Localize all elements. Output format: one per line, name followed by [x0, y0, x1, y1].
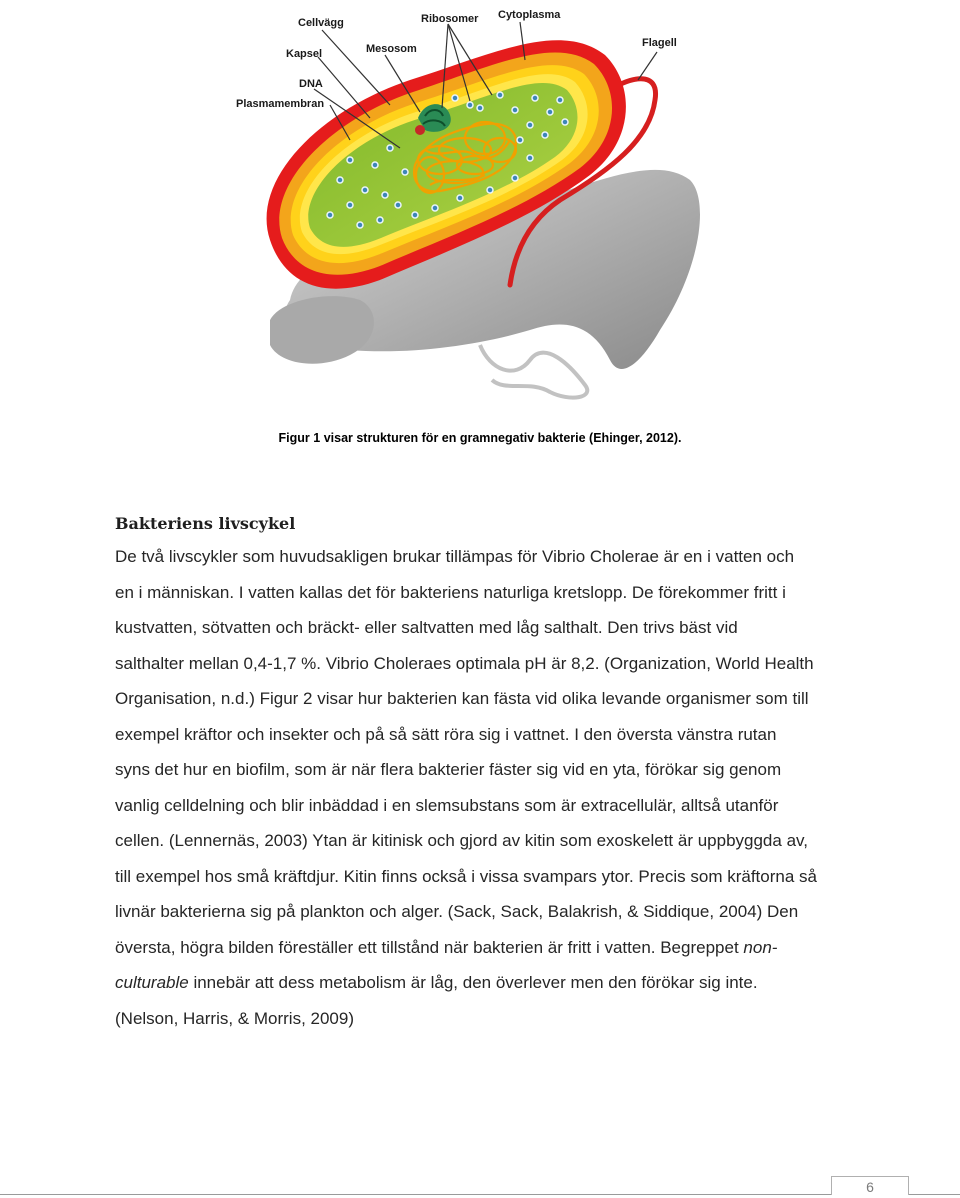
text-line: till exempel hos små kräftdjur. Kitin finns också i vissa svampars ytor. Precis som kräftorna så: [115, 866, 817, 886]
page-number: 6: [831, 1176, 909, 1195]
label-ribosomer: Ribosomer: [421, 13, 479, 25]
bacteria-structure-figure: [230, 0, 745, 410]
text-segment: innebär att dess metabolism är låg, den överlever men den förökar sig inte.: [188, 973, 758, 992]
label-plasmamembran: Plasmamembran: [236, 98, 325, 110]
text-line: (Nelson, Harris, & Morris, 2009): [115, 1008, 355, 1028]
text-line: cellen. (Lennernäs, 2003) Ytan är kitinisk och gjord av kitin som exoskelett är uppbyggda av,: [115, 831, 808, 850]
body-paragraph: [115, 539, 851, 1036]
text-line: Organisation, n.d.) Figur 2 visar hur bakterien kan fästa vid olika levande organismer som till: [115, 689, 809, 708]
section-heading: Bakteriens livscykel: [115, 514, 296, 533]
label-flagell: Flagell: [642, 37, 677, 49]
text-line: exempel kräftor och insekter och på så sätt röra sig i vattnet. I den översta vänstra rutan: [115, 724, 777, 744]
text-line: en i människan. I vatten kallas det för bakteriens naturliga kretslopp. De förekommer fritt i: [115, 582, 786, 602]
italic-term: culturable: [115, 973, 189, 992]
italic-term: non-: [743, 937, 778, 957]
text-segment: översta, högra bilden föreställer ett tillstånd när bakterien är fritt i vatten. Begreppet: [115, 937, 744, 957]
label-dna: DNA: [299, 78, 323, 90]
text-line: salthalter mellan 0,4-1,7 %. Vibrio Choleraes optimala pH är 8,2. (Organization, World Health: [115, 653, 814, 673]
text-line: De två livscykler som huvudsakligen brukar tillämpas för Vibrio Cholerae är en i vatten och: [115, 547, 795, 566]
text-line: [115, 930, 851, 966]
label-mesosom: Mesosom: [366, 43, 417, 55]
bacteria-illustration: [230, 0, 745, 410]
label-kapsel: Kapsel: [286, 48, 323, 60]
text-line: [115, 965, 851, 1001]
text-line: vanlig celldelning och blir inbäddad i en slemsubstans som är extracellulär, alltså utanför: [115, 795, 779, 815]
label-cellvagg: Cellvägg: [298, 17, 344, 29]
label-cytoplasma: Cytoplasma: [498, 9, 561, 21]
text-line: syns det hur en biofilm, som är när flera bakterier fäster sig vid en yta, förökar sig genom: [115, 760, 782, 779]
text-line: livnär bakterierna sig på plankton och alger. (Sack, Sack, Balakrish, & Siddique, 2004) Den: [115, 902, 799, 921]
figure-caption: Figur 1 visar strukturen för en gramnegativ bakterie (Ehinger, 2012).: [278, 431, 682, 445]
text-line: kustvatten, sötvatten och bräckt- eller saltvatten med låg salthalt. Den trivs bäst vid: [115, 618, 738, 637]
footer-rule: [0, 1194, 960, 1195]
